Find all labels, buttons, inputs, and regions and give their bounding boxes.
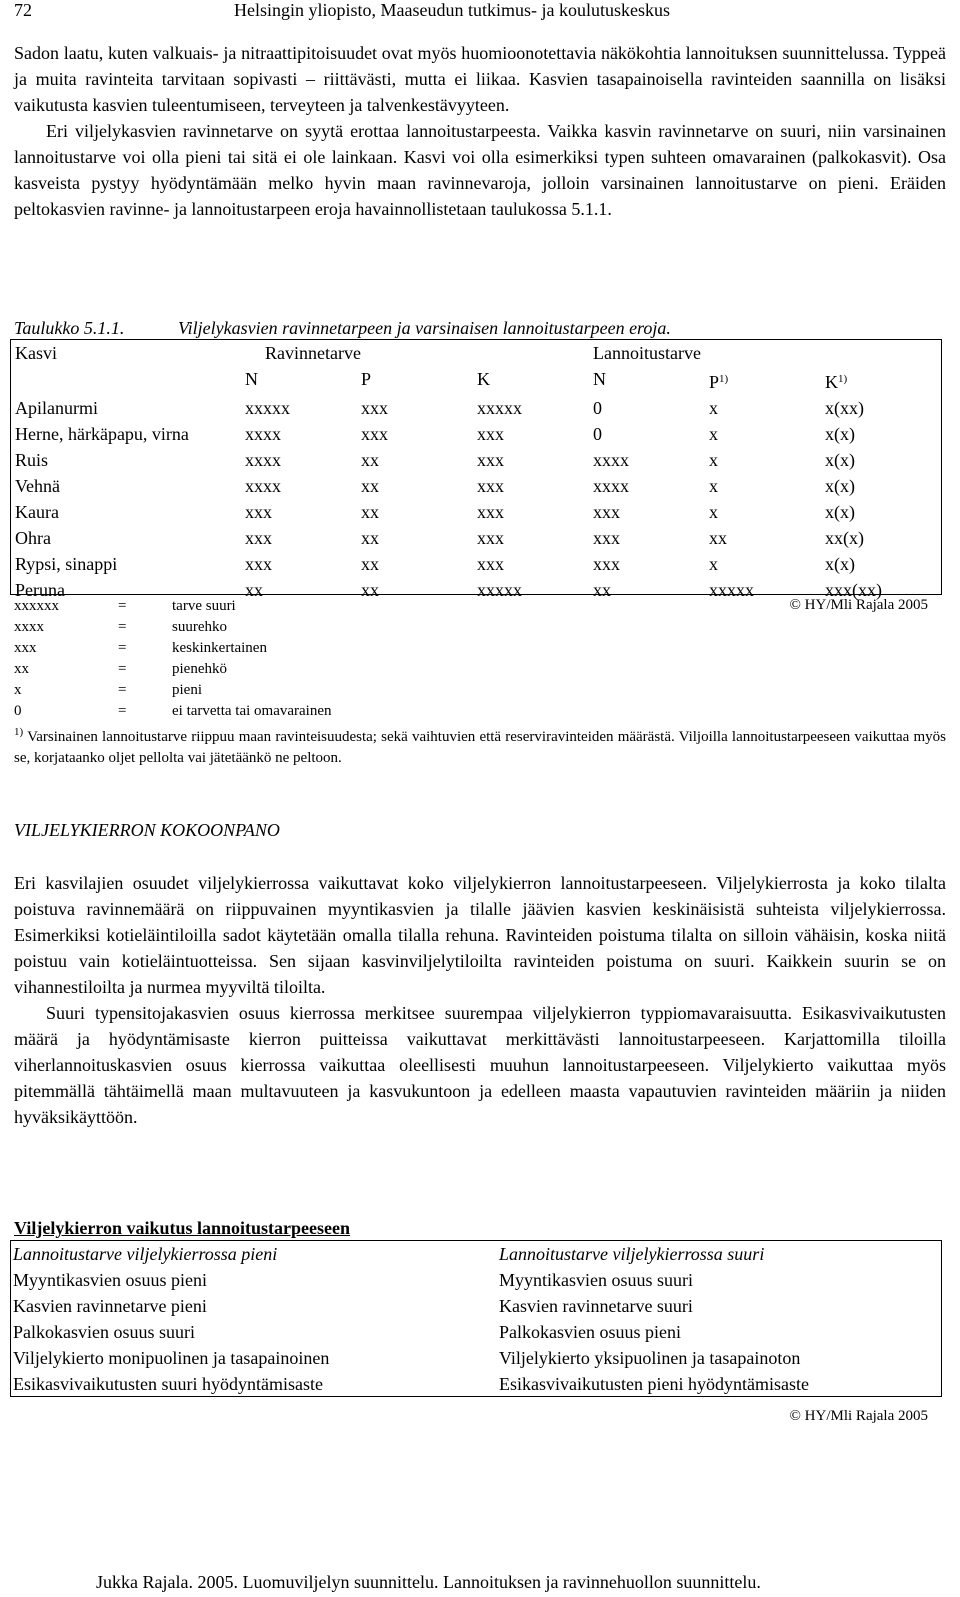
table-cell: x(xx) — [825, 398, 864, 418]
legend-eq: = — [118, 703, 127, 719]
section-paragraph-2: Suuri typensitojakasvien osuus kierrossa merkitsee suurempaa viljelykierron typpiomavaraisuutta. Esikasvivaikutusten määrä ja hyödyntämisaste kierron puitteissa vaikuttavat merkittävästi lannoitustarpeeseen. Karjattomilla tiloilla viherlannoituskasvien osuus kierrossa vaikuttaa oleellisesti muuhun lannoitustarpeeseen. Viljelykierto vaikuttaa myös pitemmällä tähtäimellä maan multavuuteen ja kasvukuntoon ja edelleen maasta vapautuvien ravinteiden määriin ja niiden hyväksikäyttöön. — [14, 1003, 946, 1127]
table-cell: 0 — [593, 424, 602, 444]
rotation-row — [11, 1267, 941, 1293]
subheader-k-ravinne: K — [477, 369, 490, 389]
legend-sym: xxxx — [14, 619, 44, 635]
table-cell: xxx — [477, 554, 504, 574]
crop-name: Herne, härkäpapu, virna — [15, 424, 189, 444]
crop-name: Apilanurmi — [15, 398, 98, 418]
legend-eq: = — [118, 640, 127, 656]
table-cell: x — [709, 450, 718, 470]
rotation-low-item: Kasvien ravinnetarve pieni — [13, 1296, 207, 1316]
legend-sym: xx — [14, 661, 29, 677]
table-cell: x — [709, 502, 718, 522]
table-cell: x(x) — [825, 476, 855, 496]
table-cell: xxxx — [593, 450, 629, 470]
rotation-high-item: Myyntikasvien osuus suuri — [499, 1270, 694, 1290]
table-row — [15, 447, 941, 473]
copyright-table: © HY/Mli Rajala 2005 — [789, 597, 928, 613]
header-kasvi: Kasvi — [15, 343, 57, 363]
table-cell: xxxxx — [709, 580, 754, 600]
rotation-row — [11, 1371, 941, 1397]
footnote-mark: 1) — [719, 373, 729, 385]
rotation-header-row — [11, 1241, 941, 1267]
table-cell: xxxx — [245, 476, 281, 496]
subheader-p-lannoitus: $P^{1)}$ — [709, 372, 729, 392]
table-cell: xxx — [477, 528, 504, 548]
page-footer: Jukka Rajala. 2005. Luomuviljelyn suunnittelu. Lannoituksen ja ravinnehuollon suunnittelu. — [96, 1572, 761, 1592]
page-header — [14, 0, 946, 26]
table-cell: xxx — [245, 502, 272, 522]
legend-txt: ei tarvetta tai omavarainen — [172, 703, 332, 719]
section-paragraph-1: Eri kasvilajien osuudet viljelykierrossa vaikuttavat koko viljelykierron lannoitustarpeeseen. Viljelykierrosta ja koko tilalta poistuva ravinnemäärä on riippuvainen myyntikasvien ja tilalle jäävien kasvien keskinäisistä suhteista viljelykierrossa. Esimerkiksi kotieläintiloilla sadot käytetään omalla tilalla rehuna. Ravinteiden poistuma tilalta on silloin vähäisin, koska niitä poistuu vain kotieläintuotteissa. Sen sijaan kasvinviljelytiloilta ravinteiden poistuma on suuri. Kaikkein suurin se on vihannestiloilta ja nurmea myyviltä tiloilta. — [14, 873, 946, 997]
header-title: Helsingin yliopisto, Maaseudun tutkimus- ja koulutuskeskus — [234, 0, 670, 20]
subheader-p-ravinne: P — [361, 369, 372, 389]
crop-name: Kaura — [15, 502, 59, 522]
rotation-table — [10, 1240, 942, 1397]
table-cell: xxxxx — [477, 580, 522, 600]
table-cell: xxx — [593, 502, 620, 522]
table-row — [15, 551, 941, 577]
table-cell: xxx — [245, 528, 272, 548]
legend-txt: suurehko — [172, 619, 227, 635]
table-cell: xxx — [477, 502, 504, 522]
rotation-high-item: Viljelykierto yksipuolinen ja tasapainoton — [499, 1348, 801, 1368]
rotation-high-item: Palkokasvien osuus pieni — [499, 1322, 681, 1342]
table-cell: xxxxx — [245, 398, 290, 418]
crop-name: Peruna — [15, 580, 65, 600]
rotation-low-item: Palkokasvien osuus suuri — [13, 1322, 195, 1342]
table-cell: xx — [361, 502, 379, 522]
table-cell: x — [709, 554, 718, 574]
table-cell: xxxxx — [477, 398, 522, 418]
legend-txt: tarve suuri — [172, 598, 236, 614]
nutrient-table — [10, 339, 942, 600]
rotation-low-item: Viljelykierto monipuolinen ja tasapainoinen — [13, 1348, 330, 1368]
table-header-row — [15, 340, 941, 366]
legend-sym: xxx — [14, 640, 37, 656]
section-text — [14, 870, 946, 1130]
table-row — [15, 421, 941, 447]
legend-sym: x — [14, 682, 22, 698]
rotation-high-item: Kasvien ravinnetarve suuri — [499, 1296, 693, 1316]
table-cell: x(x) — [825, 502, 855, 522]
rotation-high-item: Esikasvivaikutusten pieni hyödyntämisaste — [499, 1374, 809, 1394]
table-cell: xxxx — [245, 424, 281, 444]
rotation-title: Viljelykierron vaikutus lannoitustarpeeseen — [14, 1218, 351, 1238]
legend-sym: xxxxxx — [14, 598, 59, 614]
subheader-n-ravinne: N — [245, 369, 258, 389]
footnote-text: Varsinainen lannoitustarve riippuu maan ravinteisuudesta; sekä vaihtuvien että reserviravinteiden määrästä. Viljoilla lannoitustarpeeseen vaikuttaa myös se, korjataanko oljet pellolta vai jätetäänkö ne peltoon. — [14, 729, 947, 766]
table-cell: xx — [709, 528, 727, 548]
table-cell: xxx — [477, 450, 504, 470]
rotation-head-right: Lannoitustarve viljelykierrossa suuri — [499, 1244, 765, 1264]
table-cell: xxx — [593, 528, 620, 548]
page-number: 72 — [14, 0, 32, 20]
table-caption-text: Viljelykasvien ravinnetarpeen ja varsinaisen lannoitustarpeen eroja. — [178, 318, 671, 338]
table-cell: xx — [361, 554, 379, 574]
intro-paragraph-1: Sadon laatu, kuten valkuais- ja nitraattipitoisuudet ovat myös huomioonotettavia näkökohtia lannoituksen suunnittelussa. Typpeä ja muita ravinteita tarvitaan sopivasti – riittävästi, mutta ei liikaa. Kasvien tasapainoisella ravinteiden saannilla on lisäksi vaikutusta kasvien tuleentumiseen, terveyteen ja talvenkestävyyteen. — [14, 43, 946, 115]
table-cell: xxx — [361, 424, 388, 444]
legend-item — [14, 638, 514, 659]
header-lannoitustarve: Lannoitustarve — [593, 343, 701, 363]
table-row — [15, 395, 941, 421]
section-title: VILJELYKIERRON KOKOONPANO — [14, 820, 280, 840]
table-cell: x(x) — [825, 424, 855, 444]
table-footnote — [14, 722, 946, 769]
table-cell: xx — [593, 580, 611, 600]
copyright-rotation: © HY/Mli Rajala 2005 — [789, 1408, 928, 1424]
table-cell: xxx(xx) — [825, 580, 882, 600]
table-row — [15, 525, 941, 551]
table-row — [15, 499, 941, 525]
rotation-low-item: Esikasvivaikutusten suuri hyödyntämisaste — [13, 1374, 323, 1394]
table-cell: xx — [361, 528, 379, 548]
intro-text — [14, 40, 946, 222]
legend — [14, 596, 514, 722]
rotation-row — [11, 1293, 941, 1319]
legend-txt: pienehkö — [172, 661, 227, 677]
table-cell: x — [709, 398, 718, 418]
table-cell: xx(x) — [825, 528, 864, 548]
legend-eq: = — [118, 598, 127, 614]
table-caption-label: Taulukko 5.1.1. — [14, 318, 125, 338]
crop-name: Ohra — [15, 528, 51, 548]
legend-txt: keskinkertainen — [172, 640, 267, 656]
table-cell: x — [709, 476, 718, 496]
table-cell: xxxx — [245, 450, 281, 470]
footnote-mark: 1) — [14, 726, 24, 738]
table-cell: x — [709, 424, 718, 444]
legend-item — [14, 617, 514, 638]
legend-txt: pieni — [172, 682, 202, 698]
crop-name: Ruis — [15, 450, 49, 470]
table-row — [15, 473, 941, 499]
legend-eq: = — [118, 682, 127, 698]
table-cell: xx — [361, 476, 379, 496]
footnote-mark: 1) — [838, 373, 848, 385]
legend-item — [14, 701, 514, 722]
rotation-head-left: Lannoitustarve viljelykierrossa pieni — [13, 1244, 278, 1264]
table-cell: x(x) — [825, 554, 855, 574]
legend-item — [14, 659, 514, 680]
table-caption — [14, 315, 946, 341]
rotation-low-item: Myyntikasvien osuus pieni — [13, 1270, 207, 1290]
table-cell: xx — [245, 580, 263, 600]
legend-sym: 0 — [14, 703, 22, 719]
subheader-n-lannoitus: N — [593, 369, 606, 389]
table-cell: xxxx — [593, 476, 629, 496]
table-cell: xx — [361, 450, 379, 470]
rotation-row — [11, 1345, 941, 1371]
crop-name: Vehnä — [15, 476, 60, 496]
table-cell: xxx — [593, 554, 620, 574]
table-cell: 0 — [593, 398, 602, 418]
rotation-row — [11, 1319, 941, 1345]
table-cell: xxx — [245, 554, 272, 574]
table-cell: x(x) — [825, 450, 855, 470]
legend-eq: = — [118, 619, 127, 635]
subheader-k-lannoitus: $K^{1)}$ — [825, 372, 848, 392]
table-cell: xxx — [477, 424, 504, 444]
table-subheader-row — [15, 366, 941, 395]
table-cell: xxx — [361, 398, 388, 418]
intro-paragraph-2: Eri viljelykasvien ravinnetarve on syytä erottaa lannoitustarpeesta. Vaikka kasvin ravinnetarve on suuri, niin varsinainen lannoitustarve voi olla pieni tai sitä ei ole lainkaan. Kasvi voi olla esimerkiksi typen suhteen omavarainen (palkokasvit). Osa kasveista pystyy hyödyntämään melko hyvin maan ravinnevaroja, jolloin varsinainen lannoitustarve on pieni. Eräiden peltokasvien ravinne- ja lannoitustarpeen eroja havainnollistetaan taulukossa 5.1.1. — [14, 121, 946, 219]
legend-item — [14, 596, 514, 617]
legend-eq: = — [118, 661, 127, 677]
legend-item — [14, 680, 514, 701]
table-cell: xxx — [477, 476, 504, 496]
header-ravinnetarve: Ravinnetarve — [265, 343, 361, 363]
crop-name: Rypsi, sinappi — [15, 554, 118, 574]
table-cell: xx — [361, 580, 379, 600]
